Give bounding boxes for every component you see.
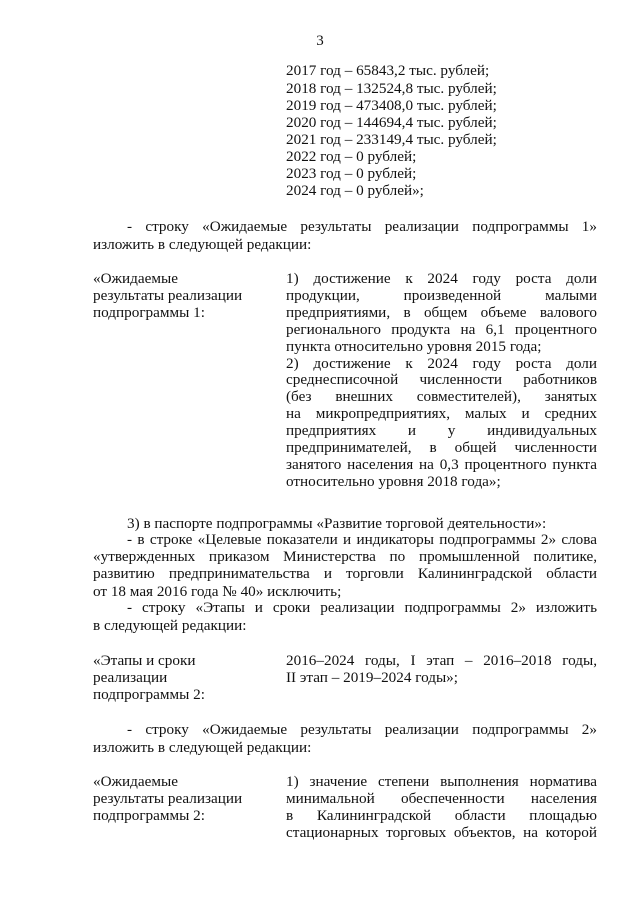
funding-line: 2022 год – 0 рублей; [286,148,417,165]
paragraph-line: - в строке «Целевые показатели и индикаторы подпрограммы 2» слова [127,531,597,548]
funding-line: 2023 год – 0 рублей; [286,165,417,182]
funding-line: 2018 год – 132524,8 тыс. рублей; [286,80,497,97]
paragraph-line: изложить в следующей редакции: [93,739,312,756]
paragraph-line: изложить в следующей редакции: [93,236,312,253]
table3-label: «Ожидаемые результаты реализации подпрограммы 2: [93,773,243,824]
table2-label: «Этапы и сроки реализации подпрограммы 2: [93,652,205,703]
table1-label: «Ожидаемые результаты реализации подпрограммы 1: [93,270,243,321]
table1-content: 1) достижение к 2024 году роста доли продукции, произведенной малыми предприятиями, в общем объеме валового регионального продукта на 6,1 процентного пункта относительно уровня 2015 года; 2) достижение к 2024 году роста доли среднесписочной численности работников (без внешних совместителей), занятых на микропредприятиях, малых и средних предприятиях и у индивидуальных предпринимателей, в общей численности занятого населения на 0,3 процентного пункта относительно уровня 2018 года»; [286,270,597,490]
paragraph-line: - строку «Ожидаемые результаты реализации подпрограммы 2» [127,721,597,738]
paragraph-line: в следующей редакции: [93,617,247,634]
section-heading: 3) в паспорте подпрограммы «Развитие торговой деятельности»: [127,515,547,532]
funding-line: 2024 год – 0 рублей»; [286,182,424,199]
paragraph-line: «утвержденных приказом Министерства по промышленной политике, [93,548,597,565]
paragraph-line: от 18 мая 2016 года № 40» исключить; [93,583,342,600]
table3-content: 1) значение степени выполнения норматива минимальной обеспеченности населения в Калининградской области площадью стационарных торговых объектов, на которой [286,773,597,841]
paragraph-line: - строку «Этапы и сроки реализации подпрограммы 2» изложить [127,599,597,616]
page-number: 3 [316,33,324,49]
funding-line: 2021 год – 233149,4 тыс. рублей; [286,131,497,148]
funding-line: 2017 год – 65843,2 тыс. рублей; [286,62,490,79]
table2-content: 2016–2024 годы, I этап – 2016–2018 годы, II этап – 2019–2024 годы»; [286,652,597,686]
paragraph-line: - строку «Ожидаемые результаты реализации подпрограммы 1» [127,218,597,235]
funding-line: 2019 год – 473408,0 тыс. рублей; [286,97,497,114]
paragraph-line: развитию предпринимательства и торговли Калининградской области [93,565,597,582]
funding-line: 2020 год – 144694,4 тыс. рублей; [286,114,497,131]
